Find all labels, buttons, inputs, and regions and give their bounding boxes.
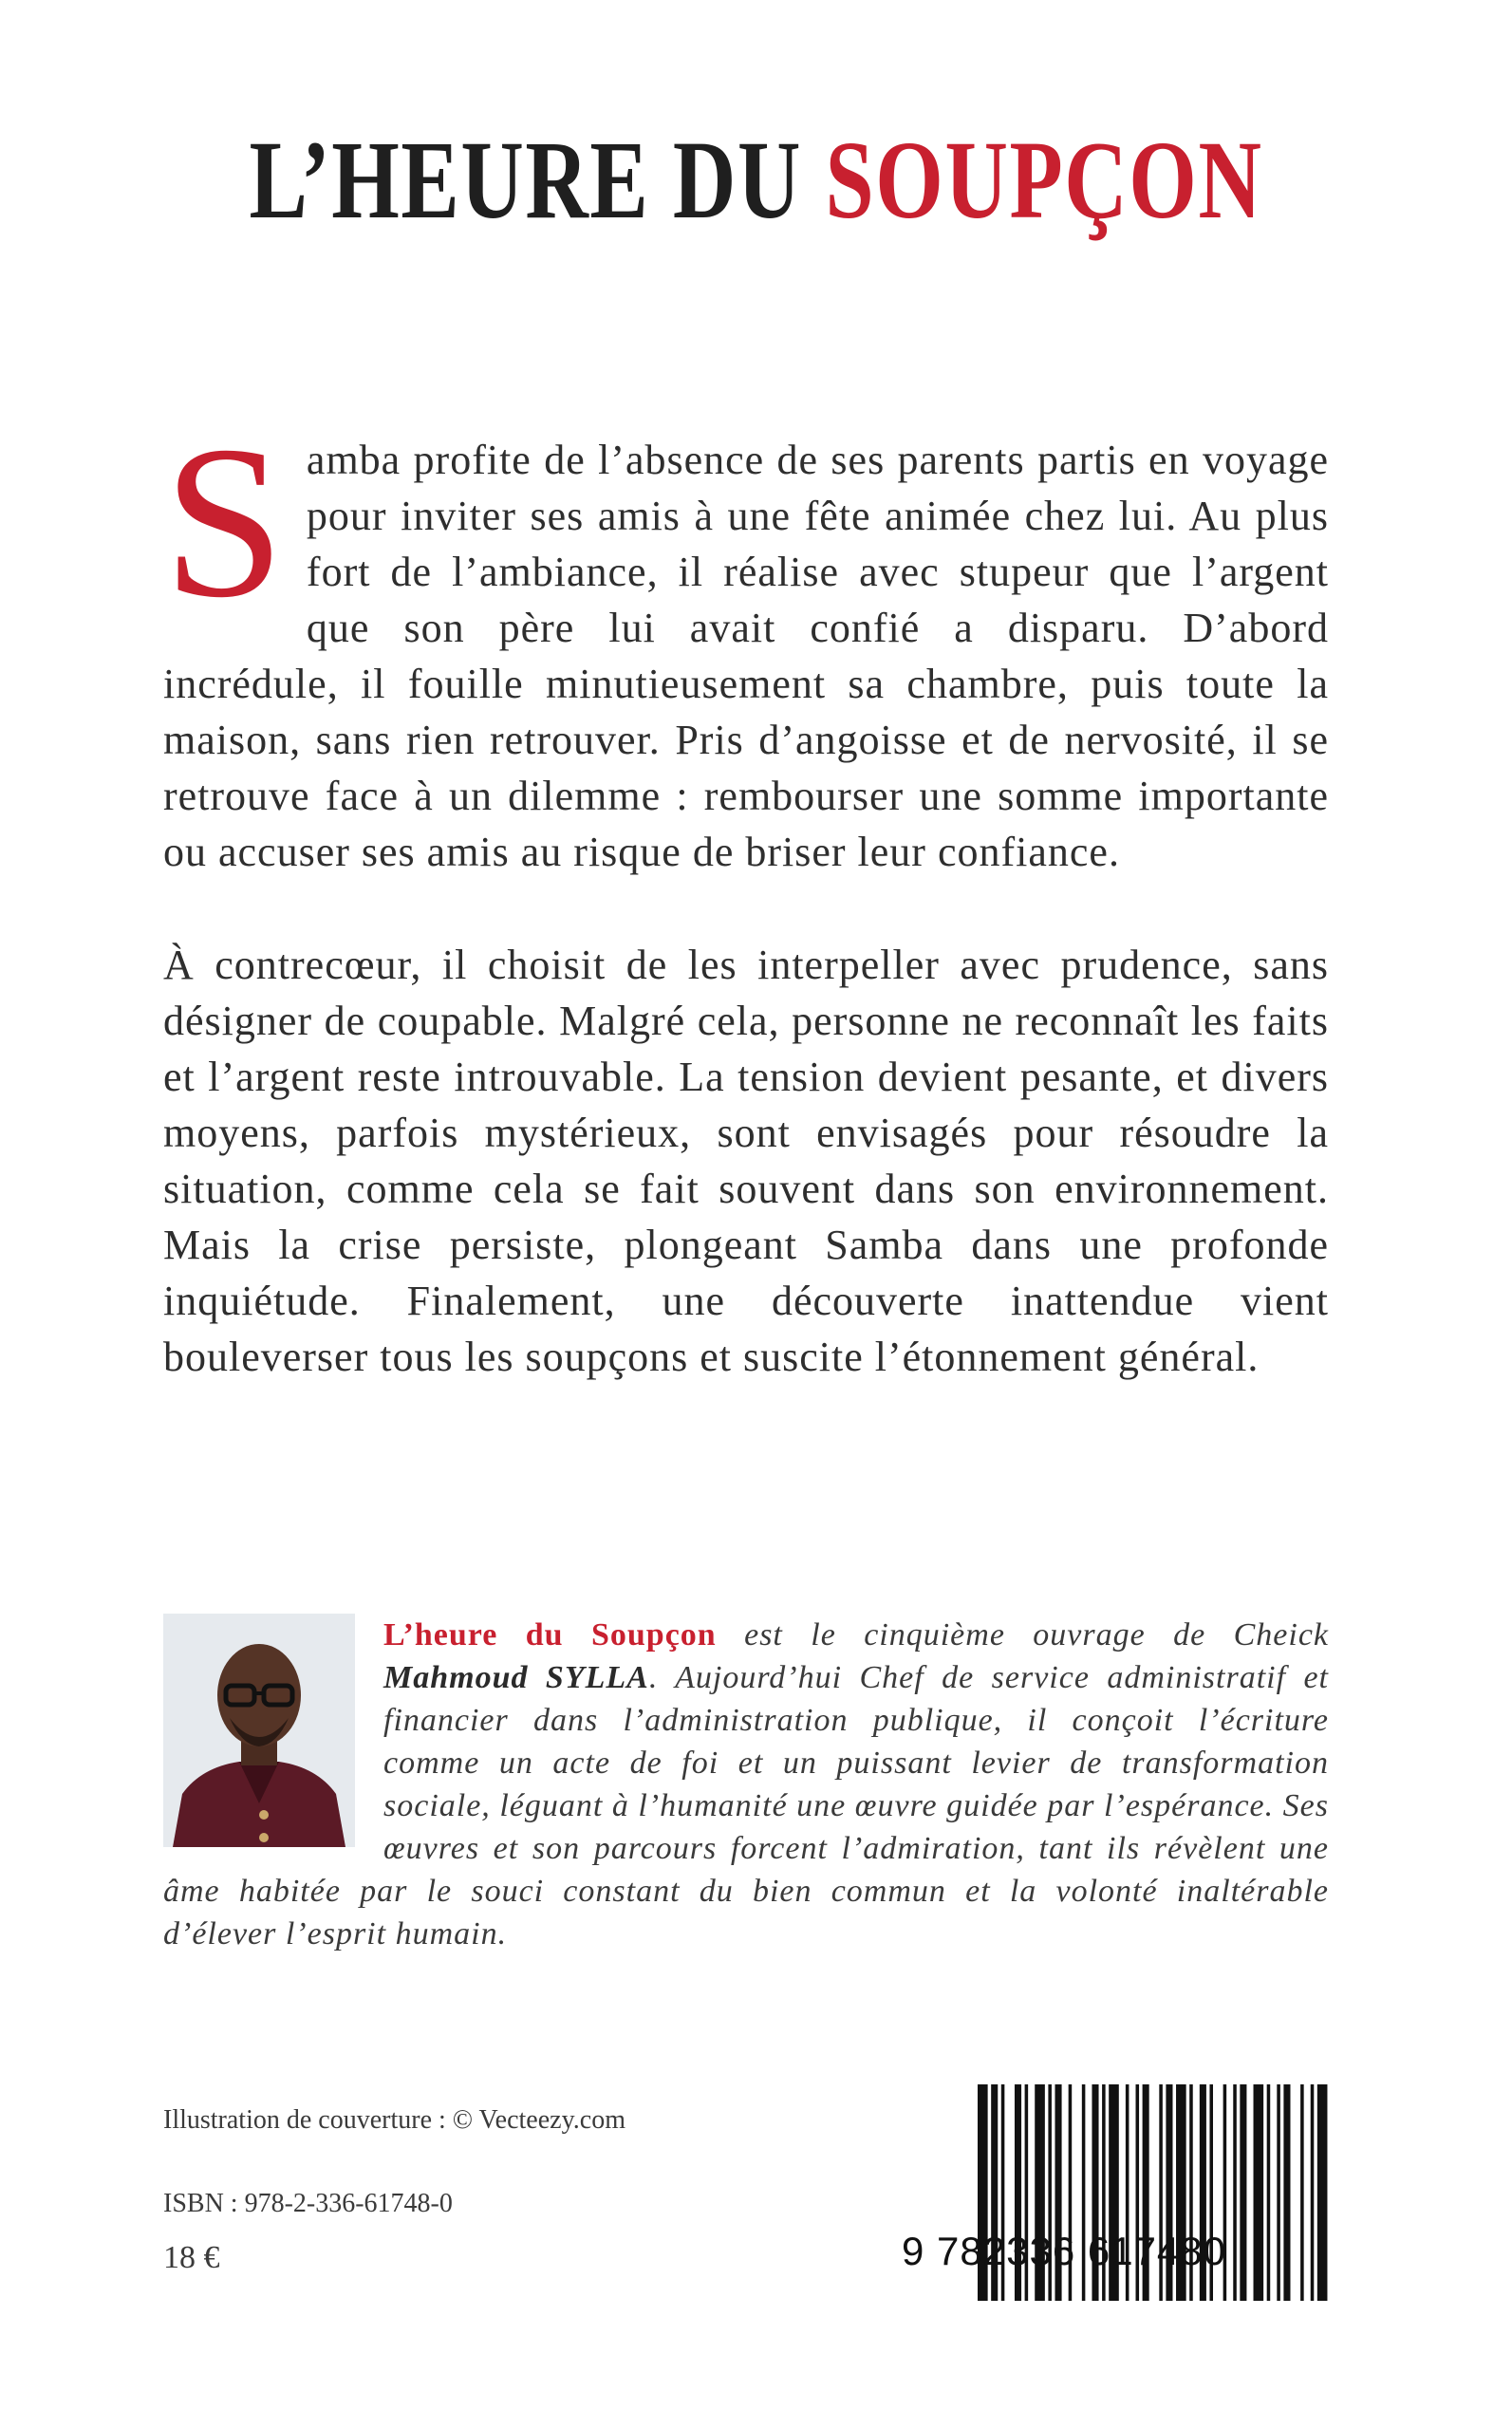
price: 18 € <box>163 2240 220 2275</box>
cover-credit: Illustration de couverture : © Vecteezy.com <box>163 2105 625 2135</box>
isbn: ISBN : 978-2-336-61748-0 <box>163 2189 453 2218</box>
author-bio <box>163 1614 1329 1955</box>
author-book-title: L’heure du Soupçon <box>383 1617 717 1653</box>
book-title-part1: L’HEURE DU <box>249 118 826 242</box>
synopsis-paragraph-2: À contrecœur, il choisit de les interpeller avec prudence, sans désigner de coupable. Malgré cela, personne ne reconnaît les faits et l’argent reste introuvable. La tension devient pesante, et divers moyens, parfois mystérieux, sont envisagés pour résoudre la situation, comme cela se fait souvent dans son environnement. Mais la crise persiste, plongeant Samba dans une profonde inquiétude. Finalement, une découverte inattendue vient bouleverser tous les soupçons et suscite l’étonnement général. <box>163 942 1329 1380</box>
author-photo <box>163 1614 355 1847</box>
author-portrait-image <box>163 1614 355 1847</box>
book-title-part2: SOUPÇON <box>825 118 1263 242</box>
synopsis-paragraph-1 <box>163 401 1329 880</box>
synopsis-paragraph-1-text: amba profite de l’absence de ses parents partis en voyage pour inviter ses amis à une fête animée chez lui. Au plus fort de l’ambiance, il réalise avec stupeur que l’argent que son père lui avait confié a disparu. D’abord incrédule, il fouille minutieusement sa chambre, puis toute la maison, sans rien retrouver. Pris d’angoisse et de nervosité, il se retrouve face à un dilemme : rembourser une somme importante ou accuser ses amis au risque de briser leur confiance. <box>163 437 1329 875</box>
drop-cap: S <box>163 401 286 643</box>
author-name: Mahmoud SYLLA <box>383 1660 649 1695</box>
synopsis <box>163 401 1329 1442</box>
author-text-2: . Aujourd’hui Chef de service administratif et financier dans l’administration publique, il conçoit l’écriture comme un acte de foi et un puissant levier de transformation sociale, léguant à l’humanité une œuvre guidée par l’espérance. Ses œuvres et son parcours forcent l’admiration, tant ils révèlent une âme habitée par le souci constant du bien commun et la volonté inaltérable d’élever l’esprit humain. <box>163 1660 1329 1951</box>
book-title <box>166 114 1346 247</box>
barcode-number: 9 782336 617480 <box>902 2229 1226 2273</box>
author-text-1: est le cinquième ouvrage de Cheick <box>716 1617 1329 1653</box>
